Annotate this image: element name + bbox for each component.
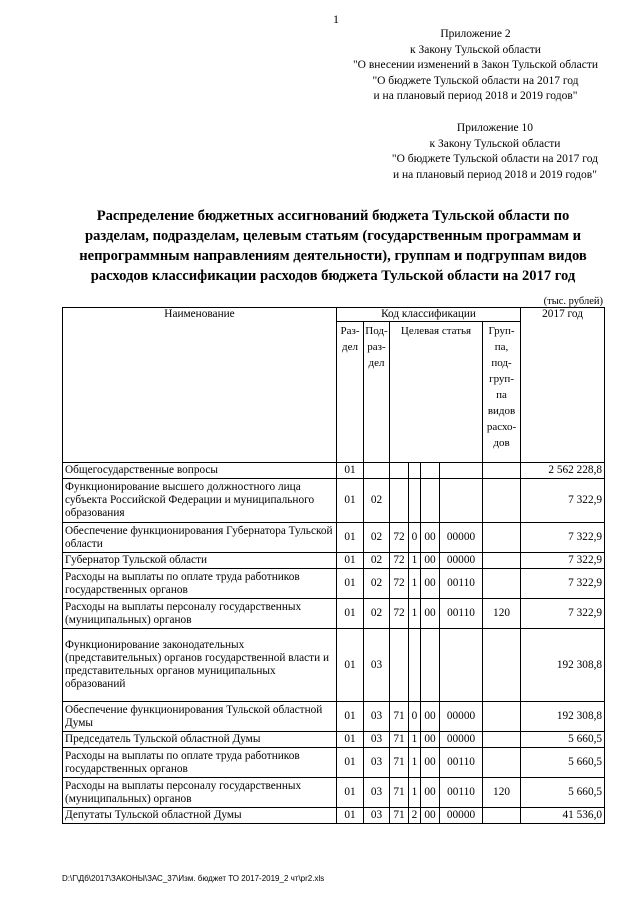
cell-name: Губернатор Тульской области xyxy=(63,553,337,569)
cell-t1 xyxy=(390,463,409,479)
header-subsection: Под-раз-дел xyxy=(364,322,390,463)
title-line: разделам, подразделам, целевым статьям (государственным программам и xyxy=(84,228,581,244)
cell-t4: 00000 xyxy=(440,808,483,824)
table-row xyxy=(63,732,605,748)
cell-vr xyxy=(483,808,521,824)
cell-t2: 0 xyxy=(409,702,421,732)
cell-t1: 71 xyxy=(390,808,409,824)
cell-t4: 00110 xyxy=(440,599,483,629)
cell-t4: 00110 xyxy=(440,748,483,778)
cell-rz: 01 xyxy=(337,463,364,479)
cell-t3: 00 xyxy=(421,569,440,599)
cell-rz: 01 xyxy=(337,599,364,629)
table-body xyxy=(63,463,605,824)
cell-pr: 03 xyxy=(364,732,390,748)
budget-table xyxy=(62,307,605,824)
header-group: Груп-па, под-груп-па видов расхо-дов xyxy=(483,322,521,463)
cell-t1 xyxy=(390,479,409,523)
cell-name: Обеспечение функционирования Тульской областной Думы xyxy=(63,702,337,732)
cell-sum: 2 562 228,8 xyxy=(521,463,605,479)
cell-rz: 01 xyxy=(337,569,364,599)
title-line: расходов классификации расходов бюджета Тульской области на 2017 год xyxy=(90,268,576,284)
cell-rz: 01 xyxy=(337,808,364,824)
cell-t2: 1 xyxy=(409,599,421,629)
cell-sum: 7 322,9 xyxy=(521,523,605,553)
table-row xyxy=(63,553,605,569)
cell-sum: 192 308,8 xyxy=(521,629,605,702)
cell-t1: 72 xyxy=(390,569,409,599)
cell-t3: 00 xyxy=(421,808,440,824)
cell-t2: 1 xyxy=(409,778,421,808)
cell-sum: 7 322,9 xyxy=(521,479,605,523)
cell-t2 xyxy=(409,629,421,702)
cell-t3: 00 xyxy=(421,778,440,808)
cell-sum: 5 660,5 xyxy=(521,732,605,748)
cell-rz: 01 xyxy=(337,553,364,569)
appendix-2-line: "О внесении изменений в Закон Тульской области xyxy=(352,59,598,71)
cell-rz: 01 xyxy=(337,732,364,748)
cell-name: Расходы на выплаты по оплате труда работников государственных органов xyxy=(63,748,337,778)
title-line: Распределение бюджетных ассигнований бюджета Тульской области по xyxy=(96,208,570,224)
cell-rz: 01 xyxy=(337,778,364,808)
cell-t1: 71 xyxy=(390,778,409,808)
cell-pr: 02 xyxy=(364,553,390,569)
cell-vr: 120 xyxy=(483,599,521,629)
cell-vr xyxy=(483,702,521,732)
table-row xyxy=(63,599,605,629)
cell-pr: 03 xyxy=(364,702,390,732)
file-path-footer: D:\Г\Дб\2017\ЗАКОНЫ\ЗАС_37\Изм. бюджет ТО 2017-2019_2 чт\pr2.xls xyxy=(62,874,325,883)
cell-vr xyxy=(483,732,521,748)
appendix-2-line: к Закону Тульской области xyxy=(410,43,541,56)
header-section: Раз-дел xyxy=(337,322,364,463)
cell-pr: 02 xyxy=(364,479,390,523)
cell-vr xyxy=(483,463,521,479)
cell-name: Обеспечение функционирования Губернатора Тульской области xyxy=(63,523,337,553)
table-row xyxy=(63,778,605,808)
table-row xyxy=(63,569,605,599)
cell-t2: 1 xyxy=(409,732,421,748)
cell-t2: 1 xyxy=(409,553,421,569)
header-year: 2017 год xyxy=(521,308,605,463)
header-code: Код классификации xyxy=(337,308,521,322)
cell-name: Расходы на выплаты персоналу государственных (муниципальных) органов xyxy=(63,599,337,629)
units-note: (тыс. рублей) xyxy=(543,296,603,307)
cell-rz: 01 xyxy=(337,479,364,523)
cell-rz: 01 xyxy=(337,523,364,553)
cell-sum: 5 660,5 xyxy=(521,778,605,808)
cell-sum: 192 308,8 xyxy=(521,702,605,732)
table-row xyxy=(63,463,605,479)
appendix-2-line: и на плановый период 2018 и 2019 годов" xyxy=(373,90,578,102)
cell-vr xyxy=(483,479,521,523)
cell-t2: 0 xyxy=(409,523,421,553)
appendix-10-line: к Закону Тульской области xyxy=(429,137,561,150)
appendix-2-block xyxy=(353,27,598,105)
cell-sum: 5 660,5 xyxy=(521,748,605,778)
title-line: непрограммным направлениям деятельности), группам и подгруппам видов xyxy=(79,248,587,264)
appendix-2-line: Приложение 2 xyxy=(440,28,511,40)
cell-vr xyxy=(483,629,521,702)
appendix-10-line: и на плановый период 2018 и 2019 годов" xyxy=(392,168,597,181)
table-row xyxy=(63,748,605,778)
cell-name: Расходы на выплаты персоналу государственных (муниципальных) органов xyxy=(63,778,337,808)
table-row xyxy=(63,479,605,523)
cell-t2 xyxy=(409,463,421,479)
cell-t4 xyxy=(440,479,483,523)
cell-t4: 00000 xyxy=(440,523,483,553)
header-target: Целевая статья xyxy=(390,322,483,463)
cell-name: Председатель Тульской областной Думы xyxy=(63,732,337,748)
table-header xyxy=(63,308,605,463)
cell-t3 xyxy=(421,629,440,702)
cell-vr xyxy=(483,523,521,553)
cell-sum: 7 322,9 xyxy=(521,599,605,629)
cell-rz: 01 xyxy=(337,748,364,778)
cell-t1: 72 xyxy=(390,523,409,553)
table-row xyxy=(63,702,605,732)
cell-name: Функционирование высшего должностного лица субъекта Российской Федерации и муниципального образования xyxy=(63,479,337,523)
cell-vr xyxy=(483,553,521,569)
document-title xyxy=(62,206,604,286)
appendix-2-line: "О бюджете Тульской области на 2017 год xyxy=(372,74,579,87)
cell-name: Функционирование законодательных (представительных) органов государственной власти и представительных органов муниципальных образований xyxy=(63,629,337,702)
cell-t3: 00 xyxy=(421,702,440,732)
appendix-10-block xyxy=(392,121,598,183)
cell-rz: 01 xyxy=(337,629,364,702)
cell-name: Общегосударственные вопросы xyxy=(63,463,337,479)
cell-t2: 1 xyxy=(409,569,421,599)
cell-t4: 00000 xyxy=(440,553,483,569)
table-row xyxy=(63,808,605,824)
cell-pr: 02 xyxy=(364,569,390,599)
cell-pr: 03 xyxy=(364,778,390,808)
cell-t1: 71 xyxy=(390,748,409,778)
cell-t4: 00110 xyxy=(440,778,483,808)
cell-vr xyxy=(483,569,521,599)
cell-t4: 00000 xyxy=(440,732,483,748)
cell-t3: 00 xyxy=(421,748,440,778)
page-number: 1 xyxy=(333,12,339,26)
cell-t2: 1 xyxy=(409,748,421,778)
cell-rz: 01 xyxy=(337,702,364,732)
cell-sum: 7 322,9 xyxy=(521,569,605,599)
cell-sum: 41 536,0 xyxy=(521,808,605,824)
cell-pr: 03 xyxy=(364,748,390,778)
cell-sum: 7 322,9 xyxy=(521,553,605,569)
cell-t1: 71 xyxy=(390,702,409,732)
appendix-10-line: Приложение 10 xyxy=(456,122,533,134)
cell-t1: 72 xyxy=(390,553,409,569)
cell-t3: 00 xyxy=(421,523,440,553)
appendix-10-line: "О бюджете Тульской области на 2017 год xyxy=(391,153,598,165)
cell-t4 xyxy=(440,629,483,702)
cell-t4: 00000 xyxy=(440,702,483,732)
cell-vr: 120 xyxy=(483,778,521,808)
cell-name: Расходы на выплаты по оплате труда работников государственных органов xyxy=(63,569,337,599)
cell-pr: 03 xyxy=(364,629,390,702)
cell-pr xyxy=(364,463,390,479)
cell-t2 xyxy=(409,479,421,523)
cell-t3: 00 xyxy=(421,732,440,748)
cell-pr: 02 xyxy=(364,599,390,629)
table-row xyxy=(63,523,605,553)
header-name: Наименование xyxy=(63,308,337,463)
cell-pr: 03 xyxy=(364,808,390,824)
cell-t3 xyxy=(421,463,440,479)
cell-t4: 00110 xyxy=(440,569,483,599)
cell-t3 xyxy=(421,479,440,523)
cell-pr: 02 xyxy=(364,523,390,553)
cell-t4 xyxy=(440,463,483,479)
cell-t3: 00 xyxy=(421,553,440,569)
cell-t2: 2 xyxy=(409,808,421,824)
cell-t1 xyxy=(390,629,409,702)
cell-t3: 00 xyxy=(421,599,440,629)
cell-t1: 71 xyxy=(390,732,409,748)
cell-t1: 72 xyxy=(390,599,409,629)
cell-name: Депутаты Тульской областной Думы xyxy=(63,808,337,824)
cell-vr xyxy=(483,748,521,778)
table-row xyxy=(63,629,605,702)
